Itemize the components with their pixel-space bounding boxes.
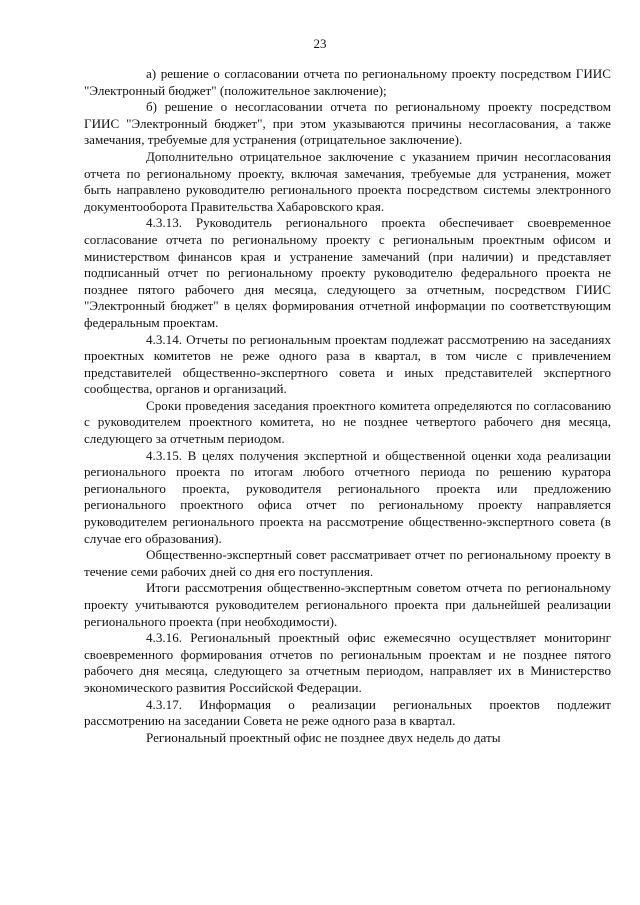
paragraph-committee-deadlines: Сроки проведения заседания проектного комитета определяются по согласованию с руководителем проектного комитета, но не позднее четвертого рабочего дня месяца, следующего за отчетным периодом. bbox=[84, 397, 611, 447]
page-number: 23 bbox=[313, 36, 327, 51]
paragraph-negative-conclusion: Дополнительно отрицательное заключение с указанием причин несогласования отчета по региональному проекту, включая замечания, требуемые для устранения, может быть направлено руководителю регионального проекта посредством системы электронного документооборота Правительства Хабаровского края. bbox=[84, 148, 611, 214]
paragraph-b-negative-decision: б) решение о несогласовании отчета по региональному проекту посредством ГИИС "Электронный бюджет", при этом указываются причины несогласования, а также замечания, требуемые для устранения (отрицательное заключение). bbox=[84, 99, 611, 148]
paragraph-4-3-14: 4.3.14. Отчеты по региональным проектам подлежат рассмотрению на заседаниях проектных комитетов не реже одного раза в квартал, в том числе с привлечением представителей общественно-экспертного совета и иных представителей экспертного сообщества, органов и организаций. bbox=[84, 331, 611, 397]
paragraph-council-results: Итоги рассмотрения общественно-экспертным советом отчета по региональному проекту учитываются руководителем регионального проекта при дальнейшей реализации регионального проекта (при необходимости). bbox=[84, 580, 611, 629]
document-body bbox=[84, 66, 611, 746]
paragraph-4-3-13: 4.3.13. Руководитель регионального проекта обеспечивает своевременное согласование отчета по региональному проекту с региональным проектным офисом и министерством финансов края и устранение замечаний (при наличии) и представляет подписанный отчет по региональному проекту руководителю федерального проекта не позднее пятого рабочего дня месяца, следующего за отчетным, посредством ГИИС "Электронный бюджет" в целях формирования отчетной информации по соответствующим федеральным проектам. bbox=[84, 215, 611, 330]
paragraph-a-positive-decision: а) решение о согласовании отчета по региональному проекту посредством ГИИС "Электронный бюджет" (положительное заключение); bbox=[84, 66, 611, 98]
paragraph-4-3-15: 4.3.15. В целях получения экспертной и общественной оценки хода реализации регионального проекта по итогам любого отчетного периода по решению куратора регионального проекта, руководителя регионального проекта или предложению регионального проектного офиса отчет по региональному проекту направляется руководителем регионального проекта на рассмотрение общественно-экспертного совета (в случае его образования). bbox=[84, 447, 611, 546]
paragraph-council-review: Общественно-экспертный совет рассматривает отчет по региональному проекту в течение семи рабочих дней со дня его поступления. bbox=[84, 547, 611, 579]
paragraph-4-3-16: 4.3.16. Региональный проектный офис ежемесячно осуществляет мониторинг своевременного формирования отчетов по региональным проектам и не позднее пятого рабочего дня месяца, следующего за отчетным периодом, направляет их в Министерство экономического развития Российской Федерации. bbox=[84, 630, 611, 695]
paragraph-4-3-17: 4.3.17. Информация о реализации региональных проектов подлежит рассмотрению на заседании Совета не реже одного раза в квартал. bbox=[84, 696, 611, 729]
paragraph-office-deadline: Региональный проектный офис не позднее двух недель до даты bbox=[146, 729, 501, 745]
